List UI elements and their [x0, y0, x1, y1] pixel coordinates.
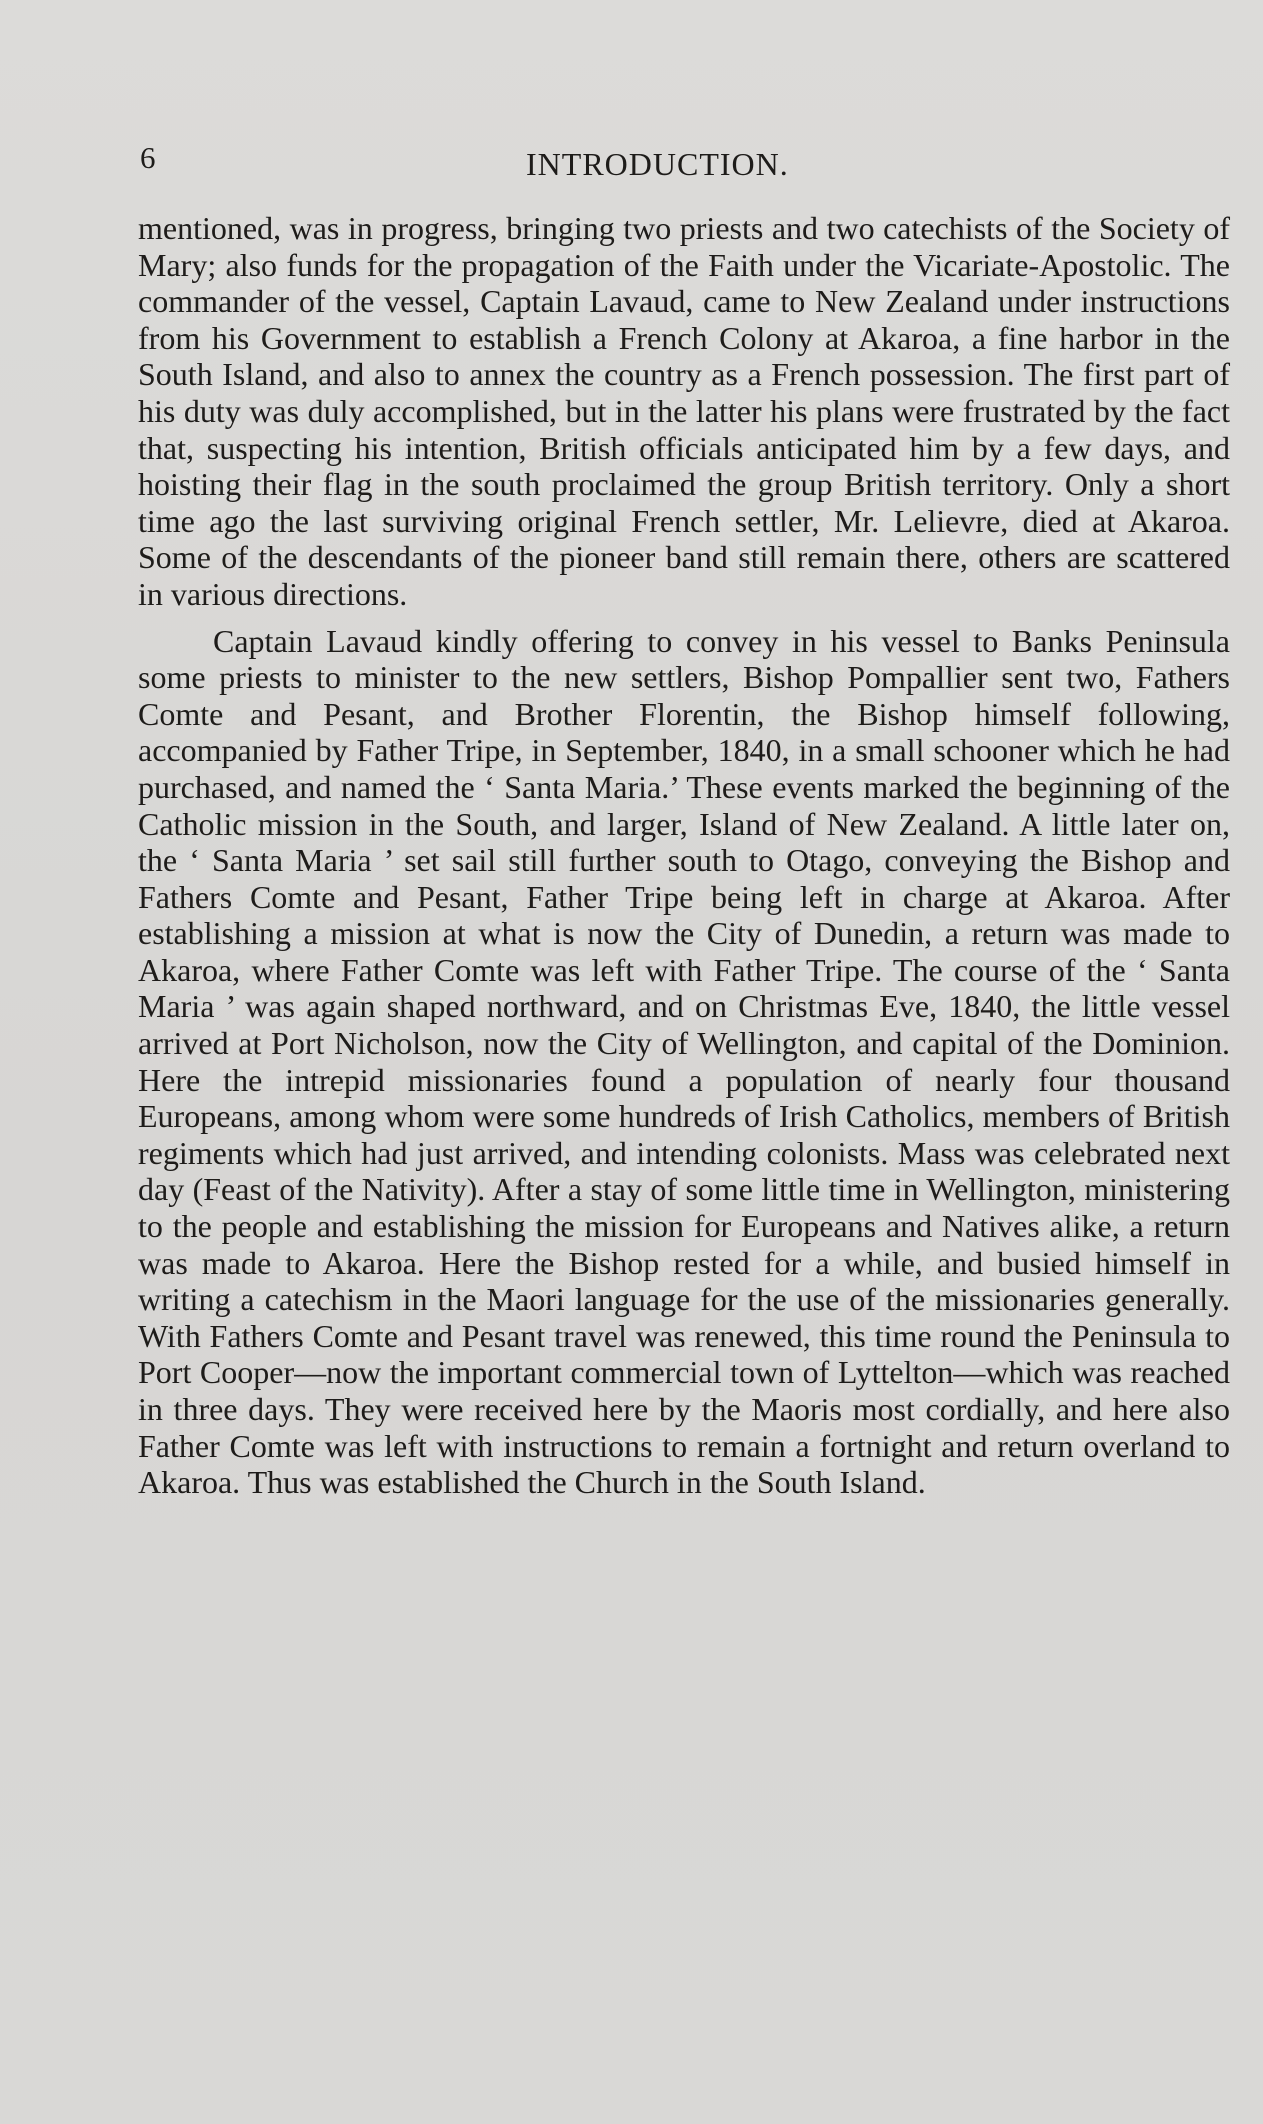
- body-text: [138, 210, 1230, 1501]
- page-header: [140, 138, 1230, 188]
- paragraph-2: Captain Lavaud kindly offering to convey in his vessel to Banks Peninsula some priests to minister to the new settlers, Bishop Pompallier sent two, Fathers Comte and Pesant, and Brother Florentin, the Bishop himself following, accompanied by Father Tripe, in September, 1840, in a small schooner which he had purchased, and named the ‘ Santa Maria.’ These events marked the beginning of the Catholic mission in the South, and larger, Island of New Zealand. A little later on, the ‘ Santa Maria ’ set sail still further south to Otago, conveying the Bishop and Fathers Comte and Pesant, Father Tripe being left in charge at Akaroa. After establishing a mission at what is now the City of Dunedin, a return was made to Akaroa, where Father Comte was left with Father Tripe. The course of the ‘ Santa Maria ’ was again shaped northward, and on Christmas Eve, 1840, the little vessel arrived at Port Nicholson, now the City of Wellington, and capital of the Dominion. Here the intrepid missionaries found a population of nearly four thousand Europeans, among whom were some hundreds of Irish Catholics, members of British regiments which had just arrived, and intending colonists. Mass was celebrated next day (Feast of the Nativity). After a stay of some little time in Wellington, ministering to the people and establishing the mission for Europeans and Natives alike, a return was made to Akaroa. Here the Bishop rested for a while, and busied himself in writing a catechism in the Maori language for the use of the missionaries generally. With Fathers Comte and Pesant travel was renewed, this time round the Peninsula to Port Cooper—now the important commercial town of Lyttelton—which was reached in three days. They were received here by the Maoris most cordially, and here also Father Comte was left with instructions to remain a fortnight and return overland to Akaroa. Thus was established the Church in the South Island.: [138, 622, 1230, 1501]
- paragraph-1: mentioned, was in progress, bringing two priests and two catechists of the Society of Mary; also funds for the propagation of the Faith under the Vicariate-Apostolic. The commander of the vessel, Captain Lavaud, came to New Zealand under instructions from his Government to establish a French Colony at Akaroa, a fine harbor in the South Island, and also to annex the country as a French possession. The first part of his duty was duly accomplished, but in the latter his plans were frustrated by the fact that, suspecting his intention, British officials anticipated him by a few days, and hoisting their flag in the south proclaimed the group British territory. Only a short time ago the last surviving original French settler, Mr. Lelievre, died at Akaroa. Some of the descendants of the pioneer band still remain there, others are scattered in various directions.: [138, 210, 1230, 612]
- page-number: 6: [140, 140, 156, 175]
- running-title: INTRODUCTION.: [526, 146, 789, 182]
